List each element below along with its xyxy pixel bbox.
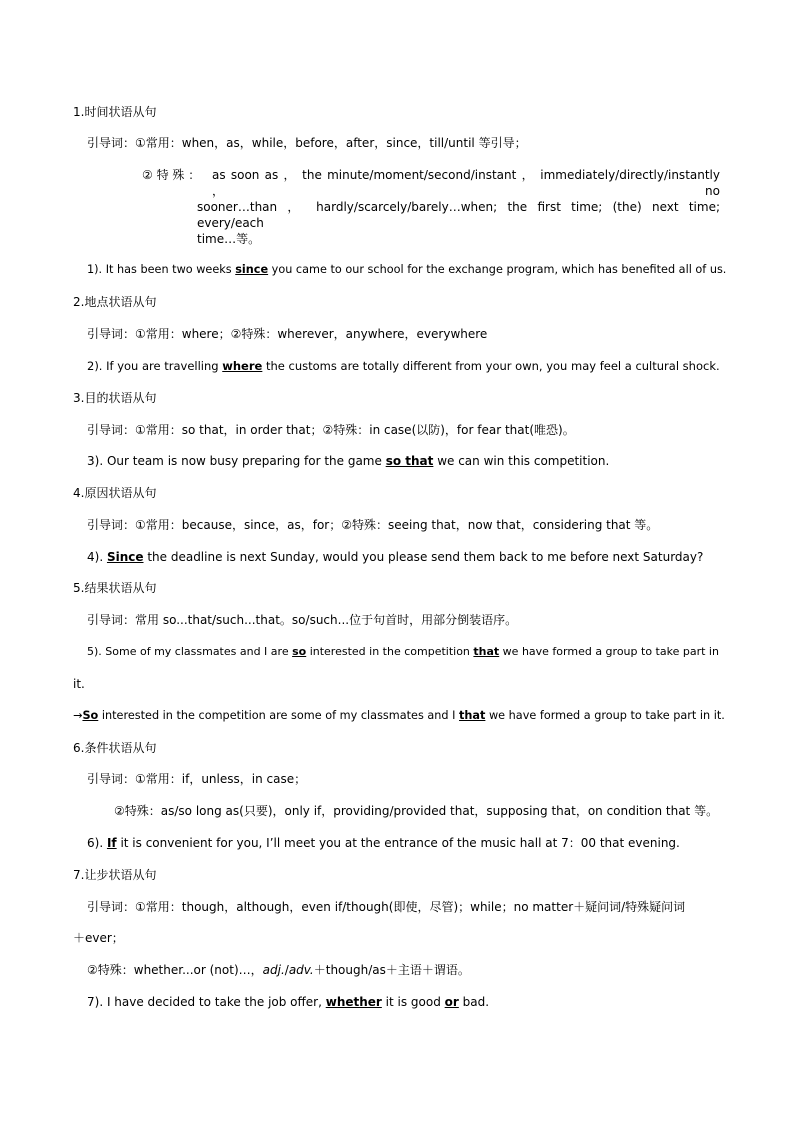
- example-text: interested in the competition are some of my classmates and I: [98, 709, 460, 722]
- section-6-heading: 6.条件状语从句: [73, 741, 157, 755]
- keyword: So: [82, 709, 99, 722]
- example-text: bad.: [458, 995, 490, 1009]
- section-2-common: 引导词：①常用：where；②特殊：wherever，anywhere，everywhere: [87, 327, 488, 341]
- keyword: whether: [325, 995, 382, 1009]
- adj-italic: adj.: [262, 963, 285, 977]
- section-3-example: [87, 453, 609, 469]
- example-text: interested in the competition: [306, 645, 474, 658]
- section-7-heading: 7.让步状语从句: [73, 868, 157, 882]
- example-text: it is good: [381, 995, 445, 1009]
- section-1-special-label: ② 特 殊 ：: [142, 168, 201, 182]
- section-5-heading: 5.结果状语从句: [73, 581, 157, 595]
- section-6-example: [87, 835, 680, 851]
- example-text: 5). Some of my classmates and I are: [87, 645, 293, 658]
- example-text: it is convenient for you, I’ll meet you at the entrance of the music hall at 7：00 that evening.: [116, 836, 680, 850]
- section-7-special: [87, 962, 470, 978]
- example-text: the deadline is next Sunday, would you please send them back to me before next Saturday?: [143, 550, 704, 564]
- special-text: ＋though/as＋主语＋谓语。: [313, 963, 470, 977]
- keyword: since: [235, 263, 269, 276]
- keyword: or: [444, 995, 459, 1009]
- example-text: we have formed a group to take part in it.: [485, 709, 725, 722]
- section-1-heading: 1.时间状语从句: [73, 105, 157, 119]
- section-4-heading: 4.原因状语从句: [73, 486, 157, 500]
- section-4-example: [87, 549, 703, 565]
- section-7-common-wrap: ＋ever；: [73, 931, 124, 945]
- section-2-heading: 2.地点状语从句: [73, 295, 157, 309]
- keyword: so: [292, 645, 307, 658]
- section-5-example-wrap: it.: [73, 677, 85, 691]
- section-1-special-line-1: as soon as ， the minute/moment/second/instant ， immediately/directly/instantly ， no: [212, 168, 720, 198]
- section-3-common: 引导词：①常用：so that，in order that；②特殊：in case(以防)，for fear that(唯恐)。: [87, 423, 575, 437]
- adv-italic: adv.: [288, 963, 314, 977]
- example-text: 2). If you are travelling: [87, 359, 223, 373]
- keyword: Since: [106, 550, 144, 564]
- example-text: you came to our school for the exchange program, which has benefited all of us.: [268, 263, 727, 276]
- section-6-special: ②特殊：as/so long as(只要)，only if，providing/provided that，supposing that，on condition that 等。: [114, 804, 719, 818]
- arrow: →: [73, 709, 83, 722]
- section-3-heading: 3.目的状语从句: [73, 391, 157, 405]
- keyword: so that: [385, 454, 434, 468]
- section-7-common: 引导词：①常用：though，although，even if/though(即使，尽管)；while；no matter＋疑问词/特殊疑问词: [87, 900, 686, 914]
- section-5-example: [87, 644, 719, 660]
- section-1-common: 引导词：①常用：when，as，while，before，after，since，till/until 等引导；: [87, 136, 527, 150]
- keyword: that: [473, 645, 500, 658]
- section-7-example: [87, 994, 489, 1010]
- section-1-example: [87, 262, 726, 278]
- keyword: that: [459, 709, 486, 722]
- section-4-common: 引导词：①常用：because，since，as，for；②特殊：seeing that，now that，considering that 等。: [87, 518, 659, 532]
- example-text: 4).: [87, 550, 107, 564]
- example-text: 3). Our team is now busy preparing for the game: [87, 454, 386, 468]
- special-text: ②特殊：whether...or (not)…，: [87, 963, 263, 977]
- keyword: If: [106, 836, 117, 850]
- section-5-inversion: [73, 708, 725, 724]
- section-2-example: [87, 358, 720, 374]
- keyword: where: [222, 359, 263, 373]
- example-text: 1). It has been two weeks: [87, 263, 236, 276]
- section-5-common: 引导词：常用 so...that/such...that。so/such...位于句首时，用部分倒装语序。: [87, 613, 518, 627]
- example-text: we have formed a group to take part in: [499, 645, 719, 658]
- example-text: 7). I have decided to take the job offer,: [87, 995, 326, 1009]
- example-text: we can win this competition.: [433, 454, 610, 468]
- section-1-special-line-3: time…等。: [197, 232, 261, 246]
- example-text: 6).: [87, 836, 107, 850]
- section-6-common: 引导词：①常用：if，unless，in case；: [87, 772, 307, 786]
- example-text: the customs are totally different from your own, you may feel a cultural shock.: [262, 359, 720, 373]
- section-1-special-line-2: sooner…than ， hardly/scarcely/barely…when; the first time; (the) next time; every/each: [197, 200, 720, 230]
- slash: /: [284, 963, 289, 977]
